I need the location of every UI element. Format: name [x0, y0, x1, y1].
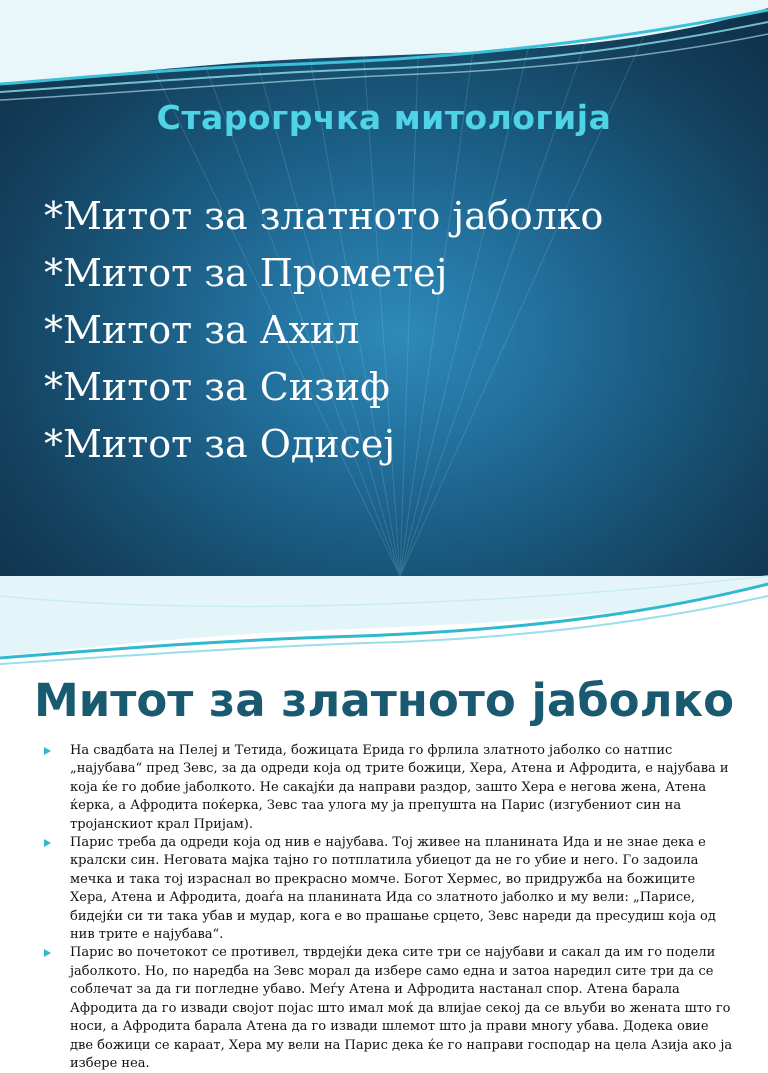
paragraph-text: Парис треба да одреди која од нив е најубава. Тој живее на планината Ида и не знае дека е кралски син. Неговата мајка тајно го потплатила убиецот да не го убие и него. Го задоила мечка и така тој израснал во прекрасно момче. Богот Хермес, во придружба на божиците Хера, Атена и Афродита, доаѓа на планината Ида со златното јаболко и му вели: „Парисе, бидејќи си ти така убав и мудар, кога е во прашање срцето, Зевс нареди да пресудиш која од нив трите е најубава“. — [70, 835, 716, 943]
slide-2 — [0, 576, 768, 1071]
list-item: *Митот за Сизиф — [44, 365, 390, 409]
slide-1-list — [44, 188, 603, 473]
paragraph-text: На свадбата на Пелеј и Тетида, божицата Ерида го фрлила златното јаболко со натпис „најубава“ пред Зевс, за да одреди која од трите божици, Хера, Атена и Афродита, е најубава и која ќе го добие јаболкото. Не сакајќи да направи раздор, зашто Хера е негова жена, Атена ќерка, а Афродита поќерка, Зевс таа улога му ја препушта на Парис (изгубениот син на тројанскиот крал Пријам). — [70, 743, 729, 832]
list-item: *Митот за златното јаболко — [44, 194, 604, 238]
list-item: *Митот за Прометеј — [44, 251, 448, 295]
bullet-arrow-icon — [44, 839, 51, 847]
bullet-arrow-icon — [44, 949, 51, 957]
slide-1-title: Старогрчка митологија — [156, 98, 612, 137]
list-item: *Митот за Одисеј — [44, 422, 396, 466]
paragraph — [44, 944, 734, 1073]
paragraph — [44, 742, 734, 834]
top-waves — [0, 0, 768, 110]
list-item: *Митот за Ахил — [44, 308, 360, 352]
top-waves — [0, 576, 768, 671]
paragraph — [44, 834, 734, 944]
paragraph-text: Парис во почетокот се противел, тврдејќи дека сите три се најубави и сакал да им го подели јаболкото. Но, по наредба на Зевс морал да избере само една и затоа наредил сите три да се соблечат за да ги погледне убаво. Меѓу Атена и Афродита настанал спор. Атена барала Афродита да го извади својот појас што имал моќ да влијае секој да се вљуби во жената што го носи, а Афродита барала Атена да го извади шлемот што ја прави многу убава. Додека овие две божици се караат, Хера му вели на Парис дека ќе го направи господар на цела Азија ако ја избере неа. — [70, 945, 733, 1071]
bullet-arrow-icon — [44, 747, 51, 755]
slide-2-title: Митот за златното јаболко — [33, 674, 734, 727]
slide-2-paragraphs — [44, 742, 734, 1073]
